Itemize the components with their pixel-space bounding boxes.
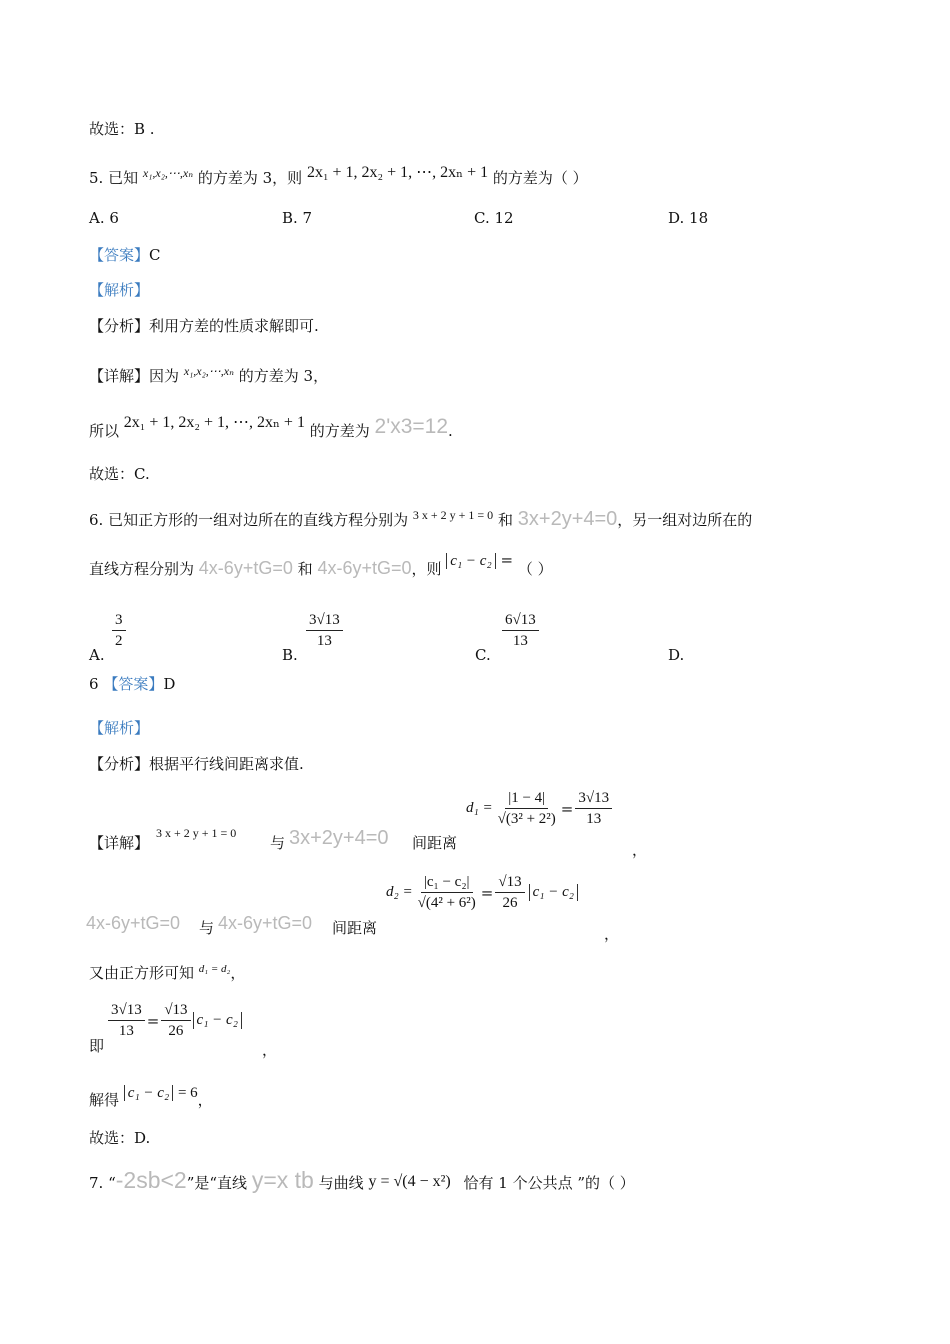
q5-seq1: x₁,x₂,⋯,xₙ xyxy=(142,166,194,180)
q6-d1-dist: 间距离 xyxy=(412,834,458,852)
q6-then: ，则 xyxy=(411,560,442,578)
q5-xj2-prefix: 所以 xyxy=(89,422,120,440)
q6-solve-line xyxy=(89,1085,213,1111)
q6-paren: （ ） xyxy=(517,560,553,578)
q6-abs-group xyxy=(446,551,513,569)
q4-answer-choice: 故选：B . xyxy=(89,120,155,138)
q6-ji-left-num: 3√13 xyxy=(108,1000,145,1021)
q6-ji-comma: ， xyxy=(262,1041,278,1059)
q6-solve-prefix: 解得 xyxy=(89,1091,120,1109)
q6-d1-formula xyxy=(466,788,614,829)
q6-and2: 和 xyxy=(297,560,313,578)
q6-solve-comma: ， xyxy=(197,1091,213,1109)
q6-option-b-den: 13 xyxy=(316,633,332,649)
q6-d2-res xyxy=(495,872,524,913)
q5-xj1-seq: x₁,x₂,⋯,xₙ xyxy=(183,364,234,378)
q5-fenxi-tag: 【分析】 xyxy=(89,317,150,335)
q6-ji-right-den: 26 xyxy=(168,1023,184,1039)
q6-d2-lhs: d₂ = xyxy=(386,884,413,900)
q6-d2-tail: c₁ − c₂ xyxy=(529,884,578,901)
q6-abs-expr: c₁ − c₂ xyxy=(446,553,495,569)
q7-tail: 恰有 1 个公共点 ”的（ ） xyxy=(463,1174,635,1192)
q5-stem-suffix: 的方差为（ ） xyxy=(492,169,588,187)
q6-option-c-label: C. xyxy=(475,646,491,664)
q6-and1: 和 xyxy=(497,511,513,529)
q7-curve: y = √(4 − x²) xyxy=(368,1173,451,1190)
q6-option-d-label: D. xyxy=(668,646,685,664)
q6-ji-left-den: 13 xyxy=(118,1023,134,1039)
q6-d1-den: √(3² + 2²) xyxy=(497,811,556,827)
q6-option-c-frac xyxy=(502,610,539,651)
q6-stem-line2 xyxy=(89,551,553,580)
q6-fenxi-text: 根据平行线间距离求值. xyxy=(149,755,304,773)
q6-option-a-den: 2 xyxy=(115,633,123,649)
q6-d2-res-den: 26 xyxy=(502,895,518,911)
q5-stem xyxy=(89,164,588,189)
q5-choose: 故选：C. xyxy=(89,465,150,483)
q6-d1-with: 与 xyxy=(270,834,286,852)
q6-option-b-num: 3√13 xyxy=(306,610,343,631)
q6-abs-eq: = xyxy=(500,551,514,569)
q6-d1-eq2: 3x+2y+4=0 xyxy=(289,827,389,849)
q7-mid1: ”是“直线 xyxy=(186,1174,248,1192)
q6-option-b-label: B. xyxy=(282,646,298,664)
q6-d1-eq: = xyxy=(560,799,574,818)
q5-fenxi-text: 利用方差的性质求解即可. xyxy=(149,317,319,335)
q6-solve-expr: c₁ − c₂ xyxy=(124,1085,173,1101)
q7-cond: -2sb<2 xyxy=(115,1167,187,1193)
q6-ji-right-num: √13 xyxy=(161,1000,190,1021)
q6-xiangjie-tag: 【详解】 xyxy=(89,834,150,852)
q6-ji-left xyxy=(108,1000,145,1041)
q6-solve-group xyxy=(124,1083,198,1101)
q6-d2-formula xyxy=(386,872,578,913)
q6-d1-res-num: 3√13 xyxy=(575,788,612,809)
q6-square-prefix: 又由正方形可知 xyxy=(89,964,195,982)
q6-ji-tail: c₁ − c₂ xyxy=(193,1012,242,1029)
q6-xiangjie-d1-line xyxy=(89,833,149,853)
q6-d2-eq2: 4x-6y+tG=0 xyxy=(218,913,313,933)
q6-d2-eq1: 4x-6y+tG=0 xyxy=(86,913,181,933)
q6-square-comma: ， xyxy=(230,964,246,982)
q6-eq4: 4x-6y+tG=0 xyxy=(317,558,412,578)
q6-d1-res xyxy=(575,788,612,829)
q7-prefix: 7. “ xyxy=(89,1174,116,1192)
q5-xiangjie-line1 xyxy=(89,366,328,387)
q6-option-a-frac xyxy=(112,610,126,651)
q6-fenxi-tag: 【分析】 xyxy=(89,755,150,773)
q5-fenxi xyxy=(89,316,319,336)
q6-d1-res-den: 13 xyxy=(586,811,602,827)
q7-line: y=x tb xyxy=(251,1167,314,1193)
q6-d1-comma: ， xyxy=(632,841,648,859)
q6-d2-dist: 间距离 xyxy=(332,919,378,937)
q6-answer-tag: 【答案】 xyxy=(103,675,164,693)
q6-choose: 故选：D. xyxy=(89,1129,151,1147)
q6-d2-frac xyxy=(415,872,479,913)
q5-option-b: B. 7 xyxy=(282,209,313,227)
q6-d2-eq: = xyxy=(480,883,494,902)
q6-ji-label: 即 xyxy=(89,1037,105,1055)
q6-eq1: 3 x + 2 y + 1 = 0 xyxy=(412,508,494,522)
q5-answer-value: C xyxy=(149,246,161,264)
q6-analysis-tag: 【解析】 xyxy=(89,719,150,737)
q6-stem-prefix: 6. 已知正方形的一组对边所在的直线方程分别为 xyxy=(89,511,409,529)
q6-square-eq: d₁ = d₂ xyxy=(198,963,231,975)
q5-stem-prefix: 5. 已知 xyxy=(89,169,139,187)
q6-eq3: 4x-6y+tG=0 xyxy=(198,558,293,578)
q6-d2-res-num: √13 xyxy=(495,872,524,893)
q6-square-line xyxy=(89,963,245,985)
q6-option-b-frac xyxy=(306,610,343,651)
q5-answer xyxy=(89,245,161,265)
q6-option-c-num: 6√13 xyxy=(502,610,539,631)
q6-option-a-label: A. xyxy=(89,646,105,664)
q6-eq2: 3x+2y+4=0 xyxy=(517,508,618,530)
q7-mid2: 与曲线 xyxy=(318,1174,364,1192)
q5-xiangjie-tag: 【详解】 xyxy=(89,367,150,385)
q5-xj2-value: 2'x3=12 xyxy=(374,415,449,438)
q6-d1-lhs: d₁ = xyxy=(466,800,493,816)
q6-stem-line1 xyxy=(89,509,752,531)
q5-option-d: D. 18 xyxy=(668,209,709,227)
q7-stem xyxy=(89,1167,635,1194)
q5-xj2-end: . xyxy=(448,422,453,440)
q5-seq2: 2x₁ + 1, 2x₂ + 1, ⋯, 2xₙ + 1 xyxy=(306,164,489,181)
q5-xj2-mid: 的方差为 xyxy=(309,422,370,440)
q6-answer-value: D xyxy=(163,675,176,693)
q6-d2-comma: ， xyxy=(604,925,620,943)
q6-ji-formula xyxy=(106,1000,242,1041)
q6-d1-eq1: 3 x + 2 y + 1 = 0 xyxy=(156,826,237,840)
q6-solve-val: = 6 xyxy=(177,1085,198,1101)
q6-d2-with: 与 xyxy=(199,919,215,937)
q5-option-a: A. 6 xyxy=(89,209,119,227)
q6-fenxi xyxy=(89,754,304,774)
q6-ji-eq: = xyxy=(146,1011,160,1030)
q6-d2-den: √(4² + 6²) xyxy=(417,895,476,911)
q6-d2-num: |c₁ − c₂| xyxy=(421,872,473,893)
q5-xj1-prefix: 因为 xyxy=(149,367,180,385)
q5-xj1-suffix: 的方差为 3， xyxy=(238,367,329,385)
q6-answer xyxy=(89,674,175,694)
q5-xj2-seq: 2x₁ + 1, 2x₂ + 1, ⋯, 2xₙ + 1 xyxy=(123,414,305,431)
q5-answer-tag: 【答案】 xyxy=(89,246,150,264)
q6-option-c-den: 13 xyxy=(512,633,528,649)
q6-d1-num: |1 − 4| xyxy=(505,788,548,809)
q6-option-a-num: 3 xyxy=(112,610,126,631)
q6-d1-frac xyxy=(495,788,559,829)
q5-stem-mid: 的方差为 3，则 xyxy=(197,169,303,187)
q6-line2-prefix: 直线方程分别为 xyxy=(89,560,195,578)
q6-answer-prefix: 6 xyxy=(89,675,99,693)
q5-analysis-tag: 【解析】 xyxy=(89,281,150,299)
q5-option-c: C. 12 xyxy=(474,209,514,227)
q6-stem-tail: ，另一组对边所在的 xyxy=(617,511,753,529)
q5-xiangjie-line2 xyxy=(89,414,453,442)
q6-ji-right xyxy=(161,1000,190,1041)
